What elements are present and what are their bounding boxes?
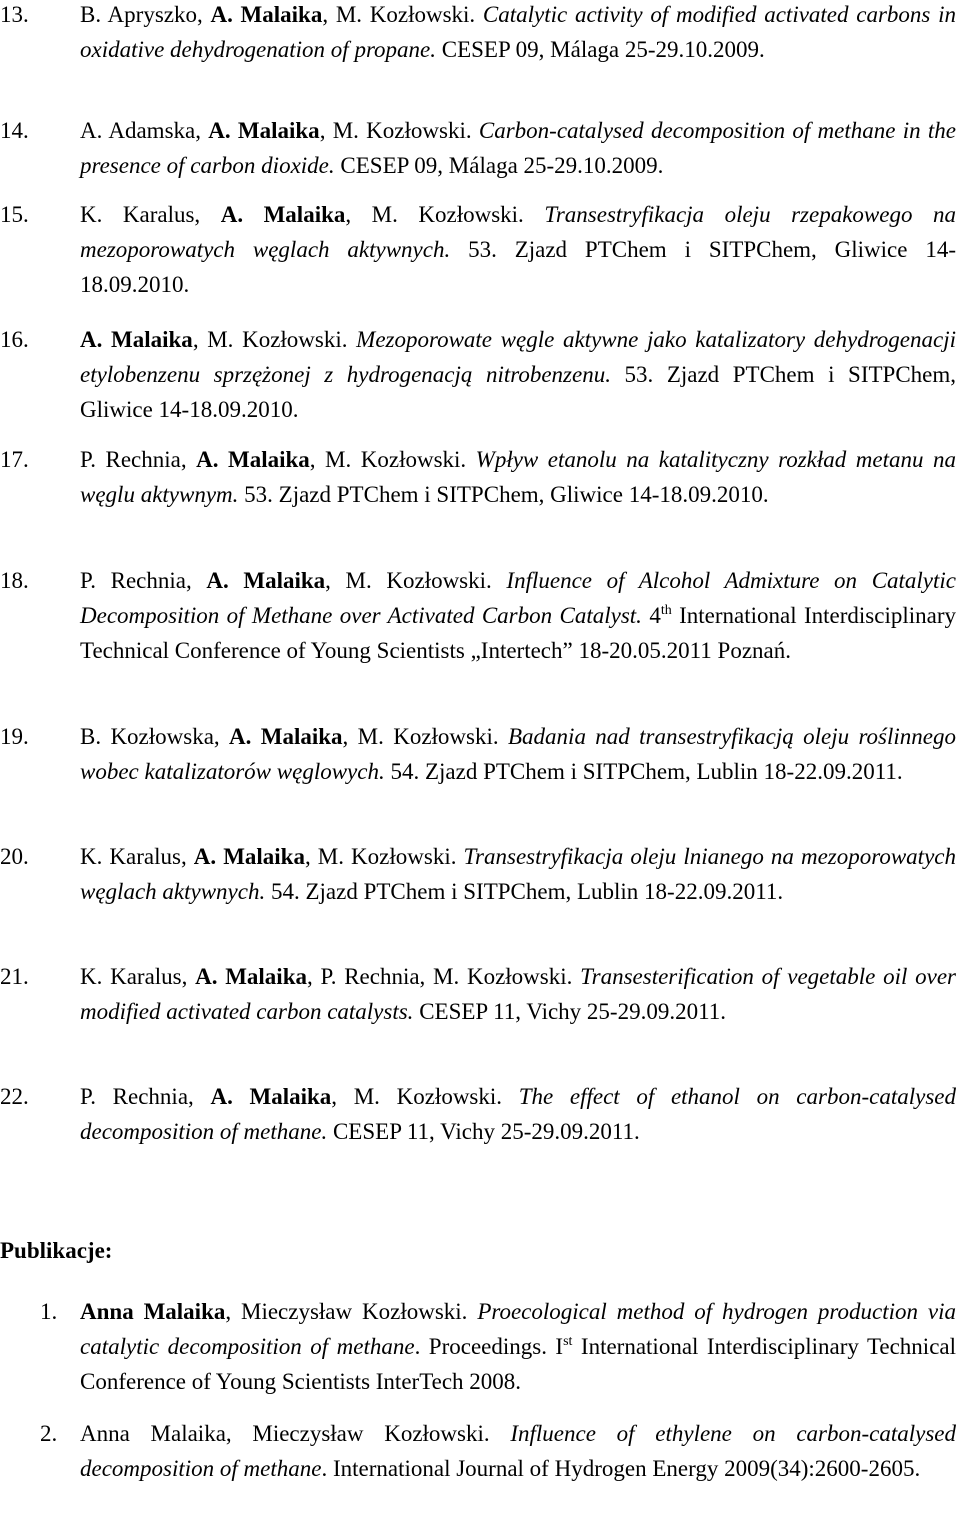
item-number: 17. (0, 447, 29, 472)
item-number: 18. (0, 568, 29, 593)
item-number: 15. (0, 202, 29, 227)
author-highlight: A. Malaika (196, 447, 310, 472)
author-highlight: A. Malaika (210, 1084, 332, 1109)
item-number: 20. (0, 844, 29, 869)
authors: , M. Kozłowski. (192, 327, 357, 352)
list-item (0, 197, 960, 322)
item-venue: CESEP 09, Málaga 25-29.10.2009. (334, 153, 664, 178)
list-item (0, 113, 960, 197)
item-title: Mezoporowate węgle aktywne jako katalizatory dehydrogenacji etylobenzenu sprzężonej z hydrogenacją nitrobenzenu. (80, 327, 956, 387)
item-venue: 4 (641, 603, 661, 628)
list-item (0, 1416, 960, 1515)
list-item (0, 1079, 960, 1159)
item-number: 22. (0, 1084, 29, 1109)
list-item (0, 442, 960, 563)
item-number: 14. (0, 118, 29, 143)
list-item (0, 959, 960, 1079)
item-number: 16. (0, 327, 29, 352)
list-item (0, 839, 960, 959)
item-venue: . Proceedings. I (414, 1334, 564, 1359)
item-venue: 53. Zjazd PTChem i SITPChem, Gliwice 14-18.09.2010. (80, 237, 956, 297)
authors: B. Apryszko, (80, 2, 211, 27)
authors: Anna Malaika, Mieczysław Kozłowski. (80, 1421, 511, 1446)
list-item (0, 1294, 960, 1416)
authors: , M. Kozłowski. (331, 1084, 519, 1109)
item-number: 13. (0, 2, 29, 27)
author-highlight: A. Malaika (206, 568, 326, 593)
item-venue: 54. Zjazd PTChem i SITPChem, Lublin 18-22.09.2011. (384, 759, 903, 784)
item-title: The effect of ethanol on carbon-catalysed decomposition of methane. (80, 1084, 956, 1144)
item-venue: 53. Zjazd PTChem i SITPChem, Gliwice 14-18.09.2010. (238, 482, 769, 507)
item-title: Influence of Alcohol Admixture on Catalytic Decomposition of Methane over Activated Carbon Catalyst. (80, 568, 957, 628)
item-venue: International Interdisciplinary Technical Conference of Young Scientists InterTech 2008. (80, 1334, 957, 1394)
item-venue: CESEP 09, Málaga 25-29.10.2009. (436, 37, 765, 62)
authors: , M. Kozłowski. (309, 447, 476, 472)
author-highlight: A. Malaika (193, 844, 305, 869)
authors: B. Kozłowska, (80, 724, 230, 749)
item-number: 2. (40, 1421, 58, 1446)
authors: , M. Kozłowski. (325, 568, 507, 593)
list-item (0, 719, 960, 839)
item-title: Transestryfikacja oleju rzepakowego na mezoporowatych węglach aktywnych. (80, 202, 956, 262)
ordinal-suffix: th (660, 603, 672, 618)
item-number: 1. (40, 1299, 58, 1324)
authors: K. Karalus, (80, 202, 221, 227)
author-highlight: A. Malaika (229, 724, 343, 749)
list-item (0, 563, 960, 719)
author-highlight: A. Malaika (210, 2, 323, 27)
authors: P. Rechnia, (80, 1084, 211, 1109)
author-highlight: A. Malaika (195, 964, 307, 989)
authors: , M. Kozłowski. (319, 118, 479, 143)
item-title: Proecological method of hydrogen production via catalytic decomposition of methane (80, 1299, 956, 1359)
author-highlight: A. Malaika (220, 202, 346, 227)
ordinal-suffix: st (563, 1334, 573, 1349)
item-venue: . International Journal of Hydrogen Energy 2009(34):2600-2605. (321, 1456, 921, 1481)
item-title: Influence of ethylene on carbon-catalysed decomposition of methane (80, 1421, 956, 1481)
section-heading: Publikacje: (0, 1238, 113, 1263)
authors: A. Adamska, (80, 118, 209, 143)
item-title: Carbon-catalysed decomposition of methane in the presence of carbon dioxide. (80, 118, 956, 178)
item-venue: CESEP 11, Vichy 25-29.09.2011. (413, 999, 726, 1024)
item-title: Wpływ etanolu na katalityczny rozkład metanu na węglu aktywnym. (80, 447, 956, 507)
item-title: Transesterification of vegetable oil over modified activated carbon catalysts. (80, 964, 956, 1024)
item-title: Transestryfikacja oleju lnianego na mezoporowatych węglach aktywnych. (80, 844, 956, 904)
authors: , M. Kozłowski. (345, 202, 545, 227)
item-venue: 53. Zjazd PTChem i SITPChem, Gliwice 14-18.09.2010. (80, 362, 957, 422)
item-venue: CESEP 11, Vichy 25-29.09.2011. (327, 1119, 640, 1144)
author-highlight: A. Malaika (80, 327, 193, 352)
item-venue: 54. Zjazd PTChem i SITPChem, Lublin 18-22.09.2011. (265, 879, 784, 904)
authors: , Mieczysław Kozłowski. (225, 1299, 478, 1324)
item-number: 21. (0, 964, 29, 989)
authors: , M. Kozłowski. (304, 844, 464, 869)
author-highlight: Anna Malaika (80, 1299, 226, 1324)
item-title: Badania nad transestryfikacją oleju roślinnego wobec katalizatorów węglowych. (80, 724, 956, 784)
author-highlight: A. Malaika (208, 118, 320, 143)
publication-list (0, 1294, 960, 1515)
list-item (0, 0, 960, 113)
authors: P. Rechnia, (80, 568, 207, 593)
authors: , M. Kozłowski. (342, 724, 508, 749)
list-item (0, 322, 960, 442)
item-title: Catalytic activity of modified activated carbons in oxidative dehydrogenation of propane. (80, 2, 956, 62)
authors: K. Karalus, (80, 964, 196, 989)
item-number: 19. (0, 724, 29, 749)
authors: P. Rechnia, (80, 447, 197, 472)
authors: , P. Rechnia, M. Kozłowski. (306, 964, 581, 989)
authors: K. Karalus, (80, 844, 194, 869)
authors: , M. Kozłowski. (322, 2, 483, 27)
item-venue: International Interdisciplinary Technical Conference of Young Scientists „Intertech” 18-20.05.2011 Poznań. (80, 603, 956, 663)
